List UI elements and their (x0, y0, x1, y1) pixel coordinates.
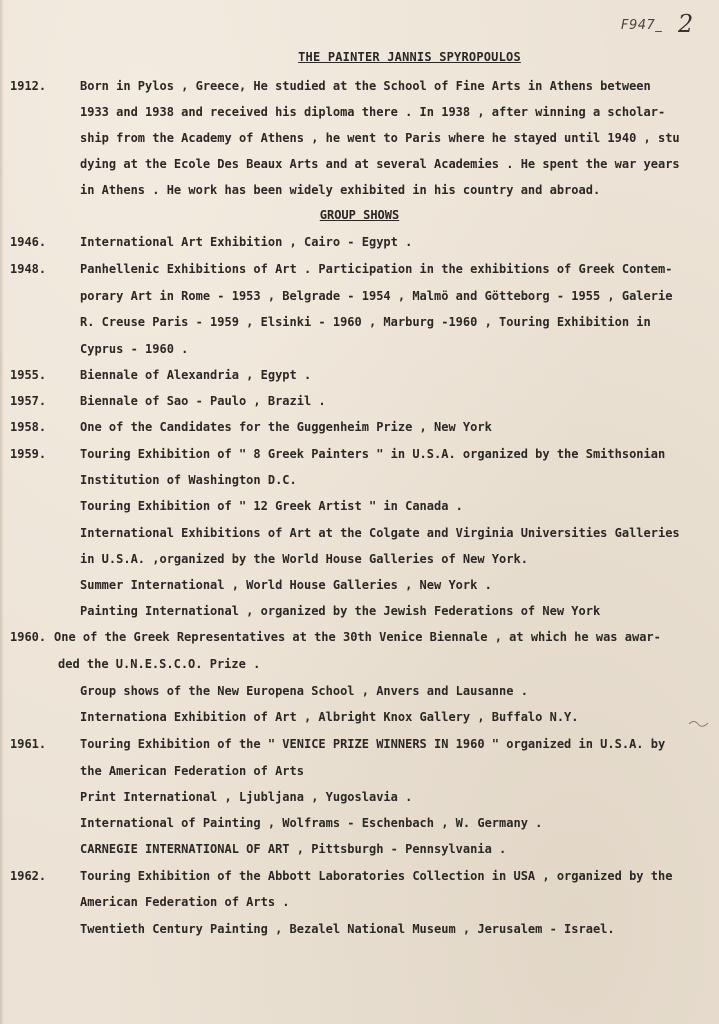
entry-line: One of the Candidates for the Guggenheim Prize , New York (80, 420, 492, 434)
entry-line: One of the Greek Representatives at the 30th Venice Biennale , at which he was awar- (54, 630, 661, 644)
entry-line: the American Federation of Arts (80, 764, 304, 778)
entry-year: 1948. (10, 262, 47, 276)
reference-code: F947_ (621, 18, 663, 33)
entry-line: Touring Exhibition of the Abbott Laboratories Collection in USA , organized by the (80, 869, 673, 883)
bio-line: Born in Pylos , Greece, He studied at the School of Fine Arts in Athens between (80, 79, 651, 93)
bio-line: in Athens . He work has been widely exhibited in his country and abroad. (80, 183, 601, 197)
entry-line: R. Creuse Paris - 1959 , Elsinki - 1960 , Marburg -1960 , Touring Exhibition in (80, 315, 651, 329)
entry-line: Painting International , organized by the Jewish Federations of New York (80, 604, 601, 618)
entry-line: Touring Exhibition of " 8 Greek Painters " in U.S.A. organized by the Smithsonian (80, 447, 666, 461)
entry-line: ded the U.N.E.S.C.O. Prize . (58, 657, 261, 671)
document-title: THE PAINTER JANNIS SPYROPOULOS (298, 50, 521, 64)
group-shows-heading: GROUP SHOWS (319, 208, 400, 222)
entry-line: International Art Exhibition , Cairo - Egypt . (80, 235, 413, 249)
bio-year: 1912. (10, 79, 47, 93)
entry-year: 1958. (10, 420, 47, 434)
entry-line: Biennale of Alexandria , Egypt . (80, 368, 312, 382)
entry-year: 1962. (10, 869, 47, 883)
entry-line: Biennale of Sao - Paulo , Brazil . (80, 394, 326, 408)
bio-line: 1933 and 1938 and received his diploma there . In 1938 , after winning a scholar- (80, 105, 666, 119)
entry-line: Cyprus - 1960 . (80, 342, 189, 356)
entry-line: International of Painting , Wolframs - Eschenbach , W. Germany . (80, 816, 543, 830)
entry-line: Twentieth Century Painting , Bezalel National Museum , Jerusalem - Israel. (80, 922, 615, 936)
entry-year: 1959. (10, 447, 47, 461)
entry-line: Group shows of the New Europena School , Anvers and Lausanne . (80, 684, 528, 698)
entry-year: 1946. (10, 235, 47, 249)
entry-line: Panhellenic Exhibitions of Art . Participation in the exhibitions of Greek Contem- (80, 262, 673, 276)
bio-line: ship from the Academy of Athens , he went to Paris where he stayed until 1940 , stu (80, 131, 680, 145)
entry-year: 1955. (10, 368, 47, 382)
entry-line: Touring Exhibition of " 12 Greek Artist " in Canada . (80, 499, 463, 513)
entry-line: Touring Exhibition of the " VENICE PRIZE WINNERS IN 1960 " organized in U.S.A. by (80, 737, 666, 751)
page-number: 2 (678, 10, 694, 38)
entry-line: Print International , Ljubljana , Yugoslavia . (80, 790, 413, 804)
ink-mark-icon (688, 718, 712, 728)
entry-line: porary Art in Rome - 1953 , Belgrade - 1954 , Malmö and Götteborg - 1955 , Galerie (80, 289, 673, 303)
entry-line: Summer International , World House Galleries , New York . (80, 578, 492, 592)
entry-line: Institution of Washington D.C. (80, 473, 297, 487)
entry-line: American Federation of Arts . (80, 895, 290, 909)
entry-line: Internationa Exhibition of Art , Albright Knox Gallery , Buffalo N.Y. (80, 710, 579, 724)
bio-line: dying at the Ecole Des Beaux Arts and at several Academies . He spent the war years (80, 157, 680, 171)
entry-year: 1960. (10, 630, 47, 644)
entry-year: 1957. (10, 394, 47, 408)
entry-line: in U.S.A. ,organized by the World House Galleries of New York. (80, 552, 528, 566)
entry-line: International Exhibitions of Art at the Colgate and Virginia Universities Galleries (80, 526, 680, 540)
entry-year: 1961. (10, 737, 47, 751)
entry-line: CARNEGIE INTERNATIONAL OF ART , Pittsburgh - Pennsylvania . (80, 842, 507, 856)
